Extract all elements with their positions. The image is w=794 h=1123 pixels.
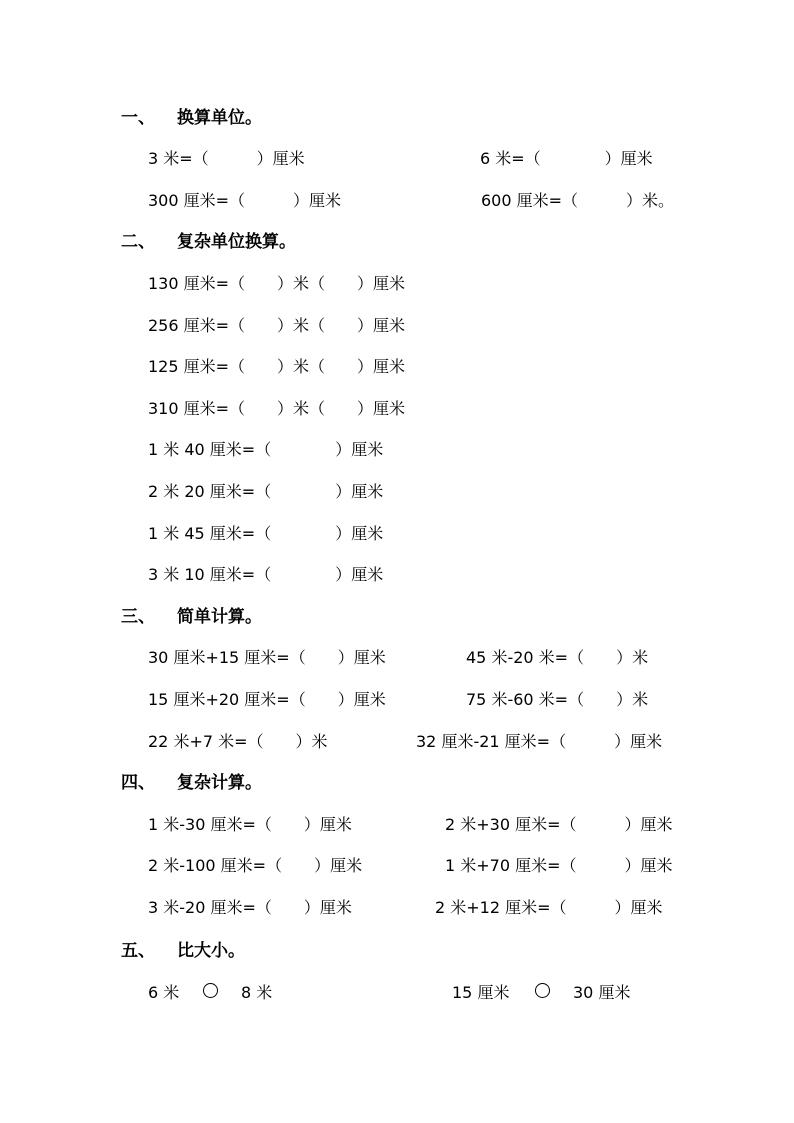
section-title: 简单计算。: [177, 607, 262, 627]
question-3-6: 32 厘米-21 厘米=（ ）厘米: [416, 732, 663, 751]
question-2-5: 1 米 40 厘米=（ ）厘米: [148, 440, 384, 459]
question-1-2: 6 米=（ ）厘米: [480, 149, 653, 168]
compare-right-1: 8 米: [241, 983, 273, 1002]
section-3-heading: [121, 607, 262, 627]
compare-right-2: 30 厘米: [573, 983, 631, 1002]
section-title: 换算单位。: [177, 108, 262, 128]
question-4-5: 3 米-20 厘米=（ ）厘米: [148, 898, 352, 917]
section-title: 复杂单位换算。: [177, 232, 296, 252]
question-4-3: 2 米-100 厘米=（ ）厘米: [148, 856, 363, 875]
question-2-8: 3 米 10 厘米=（ ）厘米: [148, 565, 384, 584]
question-3-3: 15 厘米+20 厘米=（ ）厘米: [148, 690, 386, 709]
compare-circle-2[interactable]: [535, 983, 550, 998]
question-1-1: 3 米=（ ）厘米: [148, 149, 305, 168]
question-1-4: 600 厘米=（ ）米。: [481, 191, 675, 210]
compare-circle-1[interactable]: [203, 983, 218, 998]
question-2-1: 130 厘米=（ ）米（ ）厘米: [148, 274, 406, 293]
section-number: 二、: [121, 232, 155, 252]
section-number: 五、: [121, 941, 155, 961]
question-2-7: 1 米 45 厘米=（ ）厘米: [148, 524, 384, 543]
question-4-6: 2 米+12 厘米=（ ）厘米: [435, 898, 663, 917]
section-title: 比大小。: [177, 941, 245, 961]
section-number: 一、: [121, 108, 155, 128]
question-3-2: 45 米-20 米=（ ）米: [466, 648, 649, 667]
section-5-heading: [121, 941, 245, 961]
question-2-4: 310 厘米=（ ）米（ ）厘米: [148, 399, 406, 418]
section-4-heading: [121, 773, 262, 793]
section-1-heading: [121, 108, 262, 128]
question-4-2: 2 米+30 厘米=（ ）厘米: [445, 815, 673, 834]
question-2-2: 256 厘米=（ ）米（ ）厘米: [148, 316, 406, 335]
question-2-6: 2 米 20 厘米=（ ）厘米: [148, 482, 384, 501]
section-2-heading: [121, 232, 296, 252]
section-title: 复杂计算。: [177, 773, 262, 793]
section-number: 三、: [121, 607, 155, 627]
compare-left-1: 6 米: [148, 983, 180, 1002]
question-3-1: 30 厘米+15 厘米=（ ）厘米: [148, 648, 386, 667]
question-3-4: 75 米-60 米=（ ）米: [466, 690, 649, 709]
question-1-3: 300 厘米=（ ）厘米: [148, 191, 342, 210]
question-2-3: 125 厘米=（ ）米（ ）厘米: [148, 357, 406, 376]
question-4-4: 1 米+70 厘米=（ ）厘米: [445, 856, 673, 875]
question-3-5: 22 米+7 米=（ ）米: [148, 732, 328, 751]
compare-left-2: 15 厘米: [452, 983, 510, 1002]
question-4-1: 1 米-30 厘米=（ ）厘米: [148, 815, 352, 834]
section-number: 四、: [121, 773, 155, 793]
